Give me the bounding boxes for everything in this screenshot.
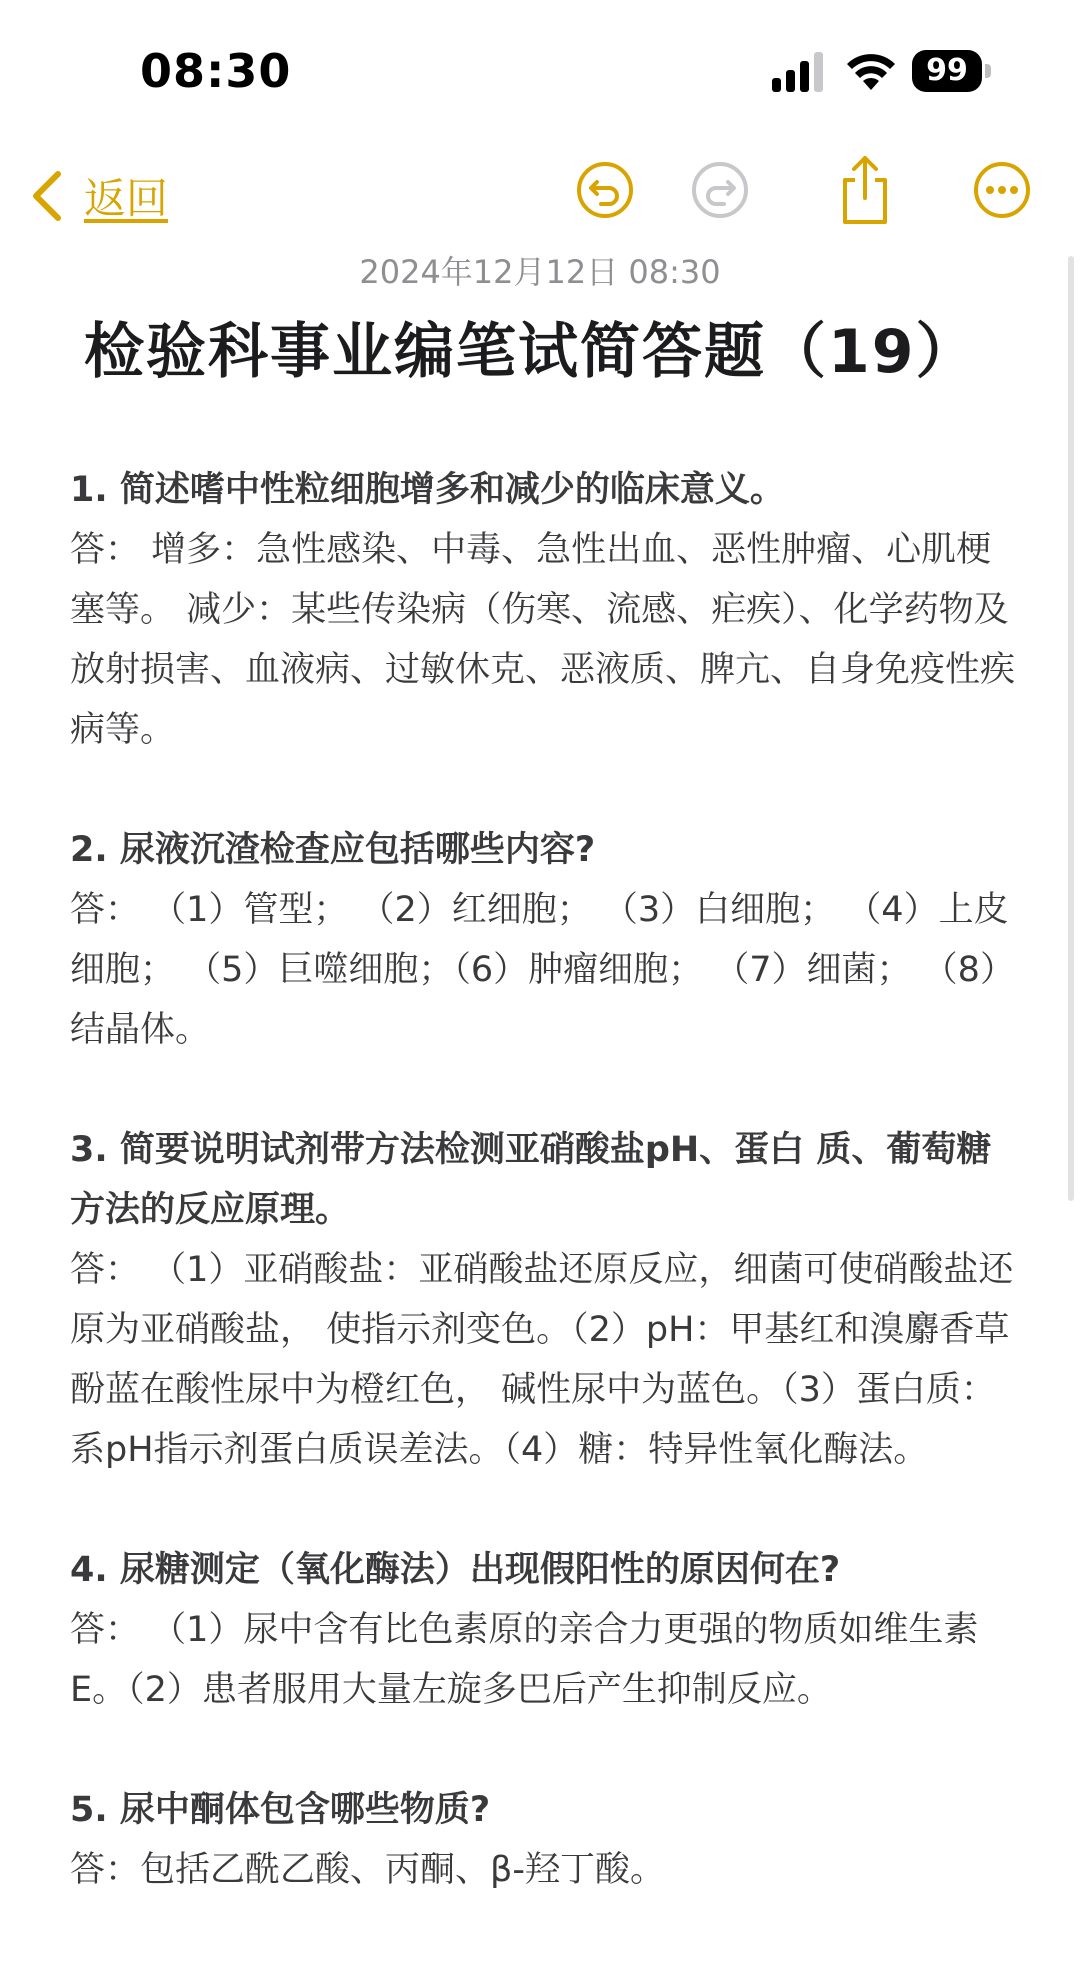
chevron-left-icon	[28, 170, 66, 222]
back-button[interactable]	[28, 166, 168, 226]
answer-4: 答： （1）尿中含有比色素原的亲合力更强的物质如维生素E。（2）患者服用大量左旋多巴后产生抑制反应。	[70, 1610, 979, 1710]
question-3: 3. 简要说明试剂带方法检测亚硝酸盐pH、蛋白 质、葡萄糖方法的反应原理。	[70, 1130, 992, 1230]
note-date: 2024年12月12日 08:30	[359, 253, 721, 291]
back-label: 返回	[84, 174, 169, 223]
status-time: 08:30	[140, 44, 292, 98]
share-icon[interactable]	[835, 154, 895, 226]
undo-icon[interactable]	[575, 160, 635, 220]
note-toolbar	[0, 150, 1080, 260]
signal-icon	[772, 52, 828, 92]
answer-3: 答： （1）亚硝酸盐：亚硝酸盐还原反应，细菌可使硝酸盐还原为亚硝酸盐， 使指示剂变色。（2）pH：甲基红和溴麝香草酚蓝在酸性尿中为橙红色， 碱性尿中为蓝色。（3）蛋白质：系pH指示剂蛋白质误差法。（4）糖：特异性氧化酶法。	[70, 1250, 1014, 1470]
answer-1: 答： 增多：急性感染、中毒、急性出血、恶性肿瘤、心肌梗塞等。 减少：某些传染病（伤寒、流感、疟疾）、化学药物及放射损害、血液病、过敏休克、恶液质、脾亢、自身免疫性疾病等。	[70, 530, 1016, 750]
question-4: 4. 尿糖测定（氧化酶法）出现假阳性的原因何在?	[70, 1550, 841, 1590]
more-icon[interactable]	[972, 160, 1032, 220]
answer-5: 答：包括乙酰乙酸、丙酮、β-羟丁酸。	[70, 1850, 665, 1890]
redo-icon[interactable]	[690, 160, 750, 220]
answer-2: 答： （1）管型； （2）红细胞； （3）白细胞； （4）上皮细胞； （5）巨噬细胞；（6）肿瘤细胞； （7）细菌； （8）结晶体。	[70, 890, 1015, 1050]
question-5: 5. 尿中酮体包含哪些物质?	[70, 1790, 491, 1830]
status-bar	[0, 0, 1080, 150]
wifi-icon	[845, 50, 897, 92]
scrollbar[interactable]	[1068, 256, 1074, 1201]
note-body[interactable]	[70, 460, 1015, 1900]
question-1: 1. 简述嗜中性粒细胞增多和减少的临床意义。	[70, 470, 785, 510]
battery-level: 99	[912, 50, 982, 92]
battery-icon	[912, 50, 992, 94]
note-title: 检验科事业编笔试简答题（19）	[84, 317, 978, 387]
question-2: 2. 尿液沉渣检查应包括哪些内容?	[70, 830, 596, 870]
